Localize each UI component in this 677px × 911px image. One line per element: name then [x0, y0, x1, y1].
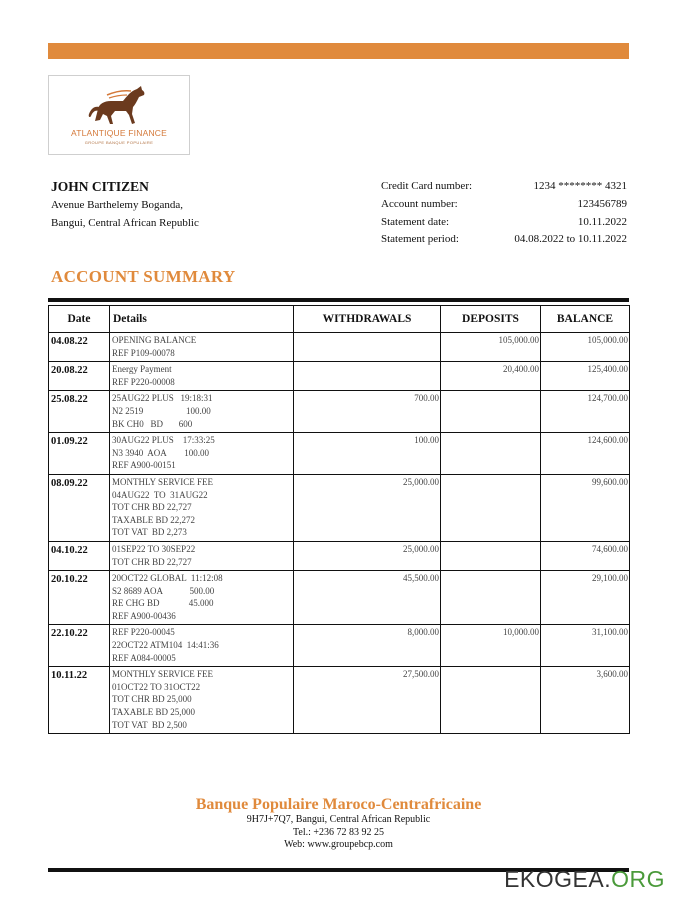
table-row — [49, 391, 630, 433]
customer-name: JOHN CITIZEN — [51, 179, 149, 194]
cell-date: 04.08.22 — [49, 333, 110, 362]
detail-line: 30AUG22 PLUS 17:33:25 — [112, 435, 215, 446]
footer-web: Web: www.groupebcp.com — [284, 839, 393, 850]
info-credit-card — [381, 180, 627, 197]
detail-line: Energy Payment — [112, 364, 172, 375]
detail-line: 01OCT22 TO 31OCT22 — [112, 681, 201, 692]
detail-line: S2 8689 AOA 500.00 — [112, 585, 215, 596]
cell-details — [110, 333, 294, 362]
cell-details — [110, 625, 294, 667]
cell-details — [110, 391, 294, 433]
table-row — [49, 474, 630, 541]
info-label: Statement date: — [381, 216, 450, 228]
cell-details — [110, 571, 294, 625]
cell-date: 01.09.22 — [49, 433, 110, 475]
cell-date: 10.11.22 — [49, 667, 110, 734]
account-summary-title: ACCOUNT SUMMARY — [51, 267, 236, 286]
cell-date: 22.10.22 — [49, 625, 110, 667]
customer-address-line2: Bangui, Central African Republic — [51, 217, 199, 229]
cell-balance: 125,400.00 — [541, 362, 630, 391]
table-row — [49, 541, 630, 570]
table-row — [49, 667, 630, 734]
detail-line: 20OCT22 GLOBAL 11:12:08 — [112, 573, 223, 584]
cell-details — [110, 474, 294, 541]
detail-line: TAXABLE BD 25,000 — [112, 707, 196, 718]
col-header-date: Date — [49, 306, 110, 333]
detail-line: TOT CHR BD 22,727 — [112, 502, 192, 513]
col-header-withdrawals: WITHDRAWALS — [294, 306, 441, 333]
detail-line: TOT CHR BD 22,727 — [112, 556, 192, 567]
table-row — [49, 362, 630, 391]
cell-details — [110, 667, 294, 734]
watermark — [504, 866, 665, 893]
watermark-text: EKOGEA. — [504, 866, 612, 892]
detail-line: 01SEP22 TO 30SEP22 — [112, 543, 196, 554]
cell-deposit — [441, 433, 541, 475]
detail-line: MONTHLY SERVICE FEE — [112, 476, 214, 487]
table-row — [49, 433, 630, 475]
info-account-number — [381, 198, 627, 215]
cell-withdrawal: 700.00 — [294, 391, 441, 433]
cell-balance: 124,700.00 — [541, 391, 630, 433]
detail-line: REF P220-00045 — [112, 627, 175, 638]
detail-line: 04AUG22 TO 31AUG22 — [112, 489, 208, 500]
cell-withdrawal: 45,500.00 — [294, 571, 441, 625]
footer-address: 9H7J+7Q7, Bangui, Central African Republic — [246, 814, 431, 825]
cell-date: 04.10.22 — [49, 541, 110, 570]
cell-balance: 74,600.00 — [541, 541, 630, 570]
col-header-balance: BALANCE — [541, 306, 630, 333]
table-row — [49, 333, 630, 362]
cell-balance: 99,600.00 — [541, 474, 630, 541]
footer-bank-name: Banque Populaire Maroco-Centrafricaine — [195, 796, 482, 813]
cell-date: 20.10.22 — [49, 571, 110, 625]
cell-withdrawal — [294, 333, 441, 362]
cell-deposit — [441, 541, 541, 570]
detail-line: OPENING BALANCE — [112, 335, 197, 345]
watermark-suffix: ORG — [611, 866, 665, 892]
detail-line: TOT CHR BD 25,000 — [112, 694, 192, 705]
detail-line: N2 2519 100.00 — [112, 405, 211, 416]
detail-line: MONTHLY SERVICE FEE — [112, 669, 214, 680]
cell-withdrawal: 100.00 — [294, 433, 441, 475]
cell-balance: 31,100.00 — [541, 625, 630, 667]
detail-line: BK CH0 BD 600 — [112, 418, 193, 429]
cell-balance: 105,000.00 — [541, 333, 630, 362]
table-header-row — [49, 306, 630, 333]
cell-balance: 124,600.00 — [541, 433, 630, 475]
cell-deposit — [441, 391, 541, 433]
col-header-deposits: DEPOSITS — [441, 306, 541, 333]
info-label: Statement period: — [381, 233, 459, 245]
cell-details — [110, 433, 294, 475]
cell-withdrawal — [294, 362, 441, 391]
detail-line: REF P220-00008 — [112, 376, 175, 387]
cell-date: 08.09.22 — [49, 474, 110, 541]
info-statement-period — [381, 233, 627, 250]
cell-deposit — [441, 571, 541, 625]
logo-tagline: GROUPE BANQUE POPULAIRE — [84, 140, 154, 145]
detail-line: RE CHG BD 45.000 — [112, 598, 214, 609]
logo-brand: ATLANTIQUE FINANCE — [70, 128, 167, 138]
cell-details — [110, 362, 294, 391]
detail-line: TAXABLE BD 22,272 — [112, 514, 196, 525]
info-value: 10.11.2022 — [577, 216, 627, 228]
detail-line: N3 3940 AOA 100.00 — [112, 447, 210, 458]
info-value: 04.08.2022 to 10.11.2022 — [514, 233, 627, 245]
detail-line: 22OCT22 ATM104 14:41:36 — [112, 640, 219, 651]
customer-address-line1: Avenue Barthelemy Boganda, — [51, 199, 184, 211]
detail-line: 25AUG22 PLUS 19:18:31 — [112, 393, 213, 404]
cell-date: 25.08.22 — [49, 391, 110, 433]
cell-deposit: 10,000.00 — [441, 625, 541, 667]
detail-line: REF P109-00078 — [112, 347, 175, 358]
detail-line: REF A900-00436 — [112, 610, 176, 621]
info-value: 123456789 — [577, 198, 627, 210]
info-statement-date — [381, 216, 627, 233]
cell-withdrawal: 25,000.00 — [294, 541, 441, 570]
cell-date: 20.08.22 — [49, 362, 110, 391]
cell-balance: 3,600.00 — [541, 667, 630, 734]
table-row — [49, 571, 630, 625]
detail-line: TOT VAT BD 2,273 — [112, 527, 187, 538]
table-body — [49, 333, 630, 734]
cell-withdrawal: 27,500.00 — [294, 667, 441, 734]
detail-line: REF A084-00005 — [112, 652, 176, 663]
col-header-details: Details — [110, 306, 294, 333]
cell-details — [110, 541, 294, 570]
detail-line: TOT VAT BD 2,500 — [112, 719, 187, 730]
info-label: Account number: — [381, 198, 458, 210]
transactions-table — [48, 305, 630, 734]
footer-phone: Tel.: +236 72 83 92 25 — [292, 827, 385, 838]
info-label: Credit Card number: — [381, 180, 473, 192]
cell-deposit — [441, 667, 541, 734]
cell-withdrawal: 25,000.00 — [294, 474, 441, 541]
cell-withdrawal: 8,000.00 — [294, 625, 441, 667]
cell-deposit — [441, 474, 541, 541]
detail-line: REF A900-00151 — [112, 460, 176, 471]
summary-top-rule — [48, 298, 629, 302]
info-value: 1234 ******** 4321 — [533, 180, 627, 192]
bank-logo — [48, 75, 190, 155]
cell-balance: 29,100.00 — [541, 571, 630, 625]
cell-deposit: 20,400.00 — [441, 362, 541, 391]
header-accent-bar — [48, 43, 629, 59]
cell-deposit: 105,000.00 — [441, 333, 541, 362]
table-row — [49, 625, 630, 667]
